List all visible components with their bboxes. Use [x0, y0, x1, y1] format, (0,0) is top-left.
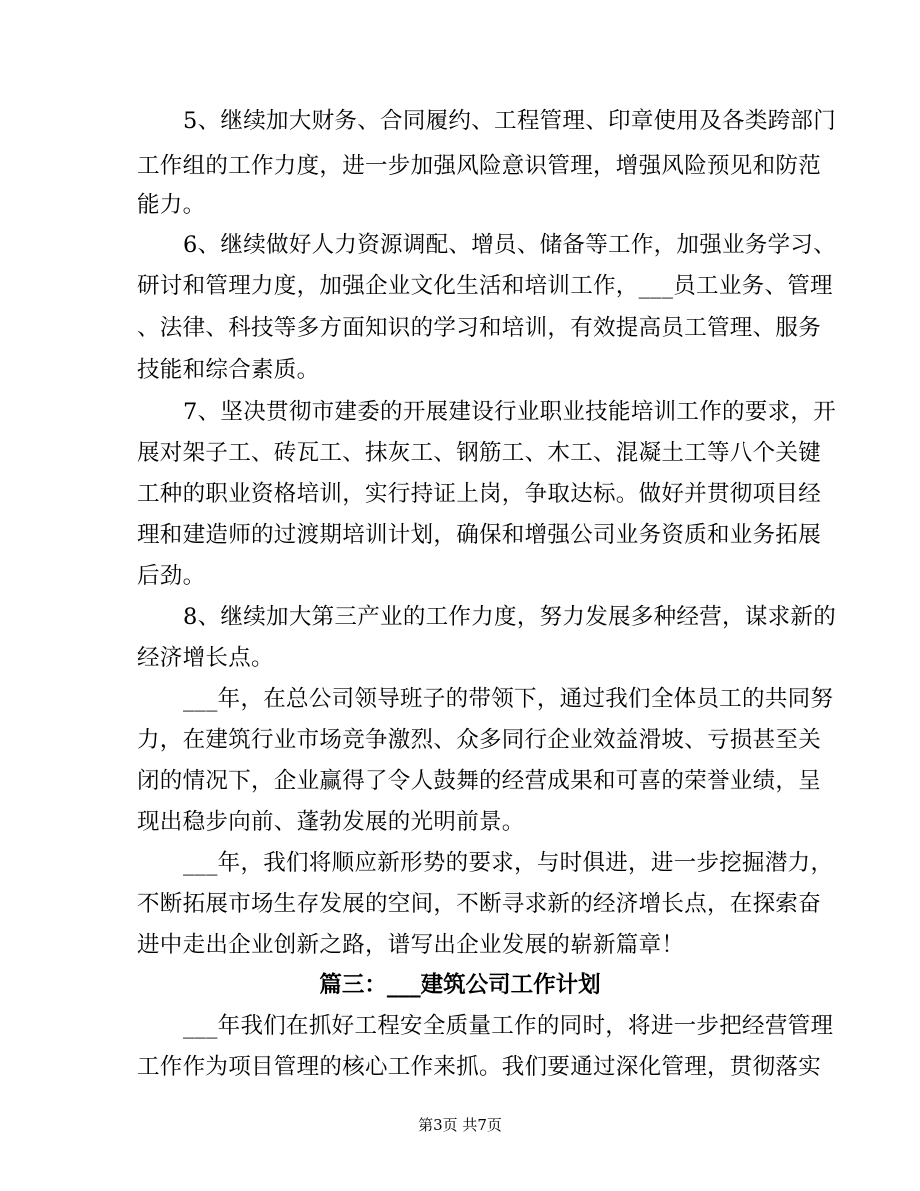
- text-line: 7、坚决贯彻市建委的开展建设行业职业技能培训工作的要求，开: [183, 399, 837, 425]
- text-line: 能力。: [137, 192, 206, 218]
- text-line: 后劲。: [137, 563, 206, 589]
- text-line: 力，在建筑行业市场竞争激烈、众多同行企业效益滑坡、亏损甚至关: [137, 727, 822, 753]
- text-line: 、法律、科技等多方面知识的学习和培训，有效提高员工管理、服务: [137, 315, 822, 341]
- text-line: 展对架子工、砖瓦工、抹灰工、钢筋工、木工、混凝土工等八个关键: [137, 440, 822, 466]
- text-line: 6、继续做好人力资源调配、增员、储备等工作，加强业务学习、: [183, 232, 837, 258]
- text-line: 闭的情况下，企业赢得了令人鼓舞的经营成果和可喜的荣誉业绩，呈: [137, 768, 822, 794]
- text-line: 5、继续加大财务、合同履约、工程管理、印章使用及各类跨部门: [183, 108, 837, 134]
- text-line: 现出稳步向前、蓬勃发展的光明前景。: [137, 809, 525, 835]
- page-number-footer: 第3页 共7页: [418, 1116, 502, 1134]
- text-line: ___年我们在抓好工程安全质量工作的同时，将进一步把经营管理: [183, 1013, 834, 1039]
- text-line: 进中走出企业创新之路，谱写出企业发展的崭新篇章！: [137, 932, 685, 958]
- text-line: 技能和综合素质。: [137, 357, 320, 383]
- text-line: 不断拓展市场生存发展的空间，不断寻求新的经济增长点，在探索奋: [137, 891, 822, 917]
- text-line: 工作作为项目管理的核心工作来抓。我们要通过深化管理，贯彻落实: [137, 1054, 822, 1080]
- text-line: 理和建造师的过渡期培训计划，确保和增强公司业务资质和业务拓展: [137, 522, 822, 548]
- text-line: 工种的职业资格培训，实行持证上岗，争取达标。做好并贯彻项目经: [137, 481, 822, 507]
- text-line: 工作组的工作力度，进一步加强风险意识管理，增强风险预见和防范: [137, 153, 822, 179]
- section-heading: 篇三：___建筑公司工作计划: [319, 972, 601, 998]
- text-line: 经济增长点。: [137, 645, 274, 671]
- text-line: ___年，我们将顺应新形势的要求，与时俱进，进一步挖掘潜力，: [183, 850, 834, 876]
- text-line: 8、继续加大第三产业的工作力度，努力发展多种经营，谋求新的: [183, 604, 837, 630]
- text-line: 研讨和管理力度，加强企业文化生活和培训工作，___员工业务、管理: [137, 273, 833, 299]
- text-line: ___年，在总公司领导班子的带领下，通过我们全体员工的共同努: [183, 686, 834, 712]
